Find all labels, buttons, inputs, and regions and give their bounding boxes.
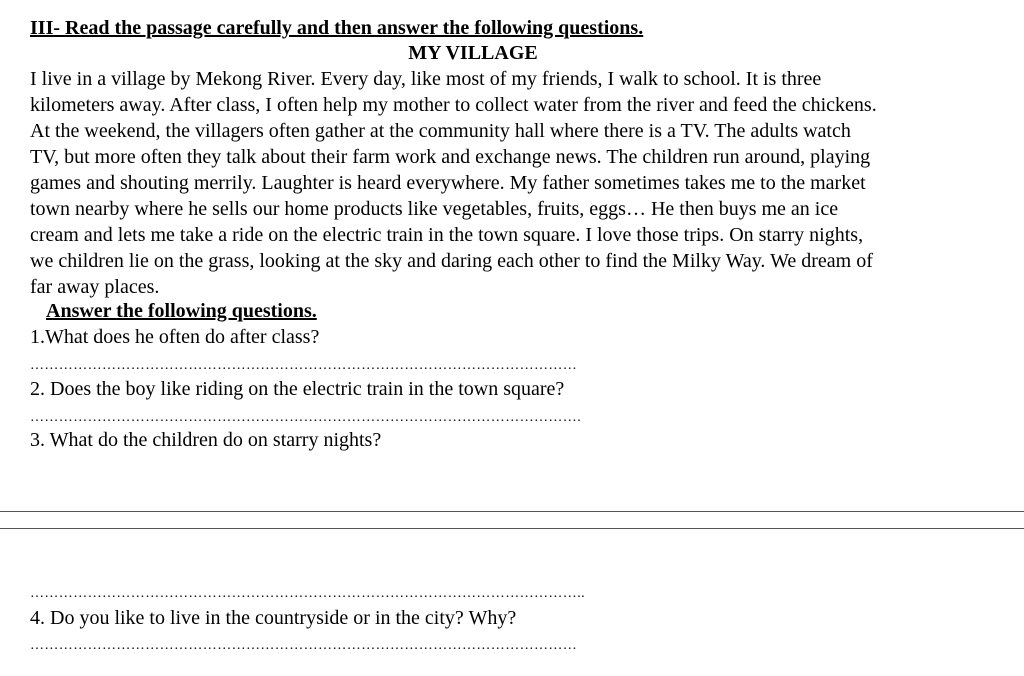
passage-line: cream and lets me take a ride on the electric train in the town square. I love those trips. On starry nights, [30,224,864,246]
question-3: 3. What do the children do on starry nights? [30,429,382,451]
passage-line: TV, but more often they talk about their farm work and exchange news. The children run around, playing [30,146,871,168]
passage-line: At the weekend, the villagers often gather at the community hall where there is a TV. The adults watch [30,120,851,142]
answer-line-3: …………………………………………………………………………………………………….. [30,586,585,601]
passage-line: town nearby where he sells our home products like vegetables, fruits, eggs… He then buys me an ice [30,198,839,220]
horizontal-rule-bottom [0,528,1024,529]
section-heading: III- Read the passage carefully and then answer the following questions. [30,17,644,39]
passage-title: MY VILLAGE [408,42,538,64]
question-1: 1.What does he often do after class? [30,326,320,348]
passage-line: kilometers away. After class, I often help my mother to collect water from the river and feed the chickens. [30,94,877,116]
answer-line-2: ……………………………………………………………………………………………………. [30,410,582,425]
question-2: 2. Does the boy like riding on the electric train in the town square? [30,378,565,400]
answer-line-1: …………………………………………………………………………………………………… [30,358,578,373]
passage-line: we children lie on the grass, looking at the sky and daring each other to find the Milky Way. We dream of [30,250,873,272]
passage-line: games and shouting merrily. Laughter is heard everywhere. My father sometimes takes me to the market [30,172,866,194]
passage-line: I live in a village by Mekong River. Every day, like most of my friends, I walk to school. It is three [30,68,822,90]
passage-line: far away places. [30,276,160,298]
passage-text [30,66,1020,300]
horizontal-rule-top [0,511,1024,512]
answer-line-4: …………………………………………………………………………………………………… [30,638,578,653]
question-4: 4. Do you like to live in the countryside or in the city? Why? [30,607,517,629]
answer-heading: Answer the following questions. [46,300,317,322]
